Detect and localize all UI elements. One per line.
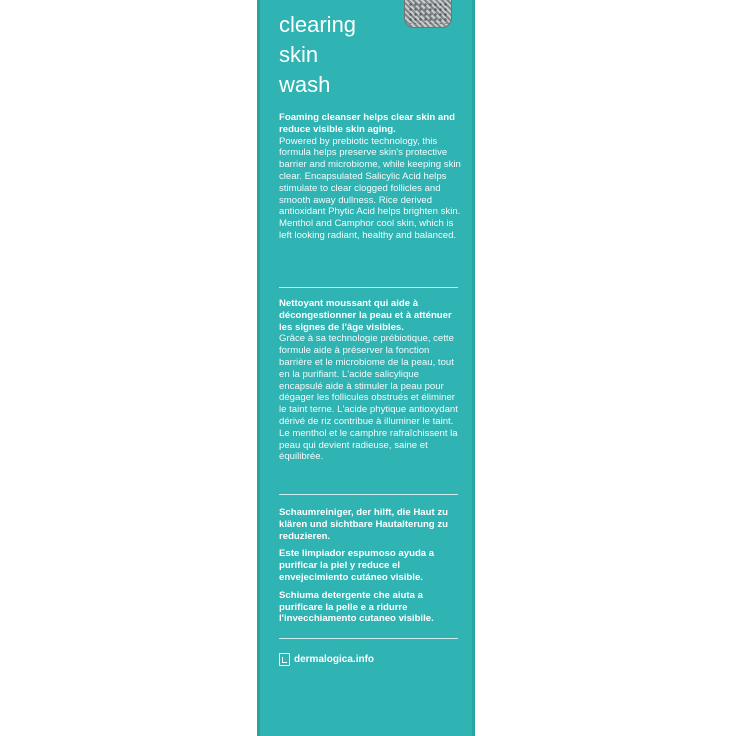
product-title	[279, 10, 356, 100]
english-description	[279, 112, 461, 242]
spanish-text: Este limpiador espumoso ayuda a purificar la piel y reduce el envejecimiento cutáneo visible.	[279, 548, 435, 583]
title-line-2: skin	[279, 42, 319, 67]
multilingual-description	[279, 507, 461, 631]
website-text: dermalogica.info	[294, 654, 375, 665]
divider-2	[279, 494, 458, 495]
box-left-edge	[257, 0, 260, 736]
divider-3	[279, 638, 458, 639]
english-body: Powered by prebiotic technology, this formula helps preserve skin's protective barrier and microbiome, while keeping skin clear. Encapsulated Salicylic Acid helps stimulate to clear clogged follicles and smooth away dullness. Rice derived antioxidant Phytic Acid helps brighten skin. Menthol and Camphor cool skin, which is left looking radiant, healthy and balanced.	[279, 135, 461, 241]
badge-pattern	[408, 2, 448, 24]
french-body: Grâce à sa technologie prébiotique, cette formule aide à préserver la fonction barrière et le microbiome de la peau, tout en la purifiant. L'acide salicylique encapsulé aide à stimuler la peau pour dégager les follicules obstrués et éliminer le taint terne. L'acide phytique antioxydant dérivé de riz contribue à illuminer le taint. Le menthol et le camphre rafraîchissent la peau qui devient radieuse, saine et équilibrée.	[279, 333, 458, 463]
english-lead: Foaming cleanser helps clear skin and reduce visible skin aging.	[279, 112, 455, 135]
product-box-side	[257, 0, 475, 736]
barcode-badge-icon	[404, 0, 452, 28]
italian-text: Schiuma detergente che aiuta a purificare la pelle e a ridurre l'invecchiamento cutaneo visibile.	[279, 589, 434, 625]
title-line-1: clearing	[279, 12, 357, 37]
german-text: Schaumreiniger, der hilft, die Haut zu klären und sichtbare Hautalterung zu reduzieren.	[279, 507, 448, 542]
document-icon	[279, 653, 290, 666]
french-description	[279, 298, 461, 463]
title-line-3: wash	[279, 72, 331, 97]
divider-1	[279, 287, 458, 288]
box-right-edge	[472, 0, 475, 736]
french-lead: Nettoyant moussant qui aide à décongestionner la peau et à atténuer les signes de l'âge visibles.	[279, 298, 452, 333]
website-line	[279, 653, 374, 666]
